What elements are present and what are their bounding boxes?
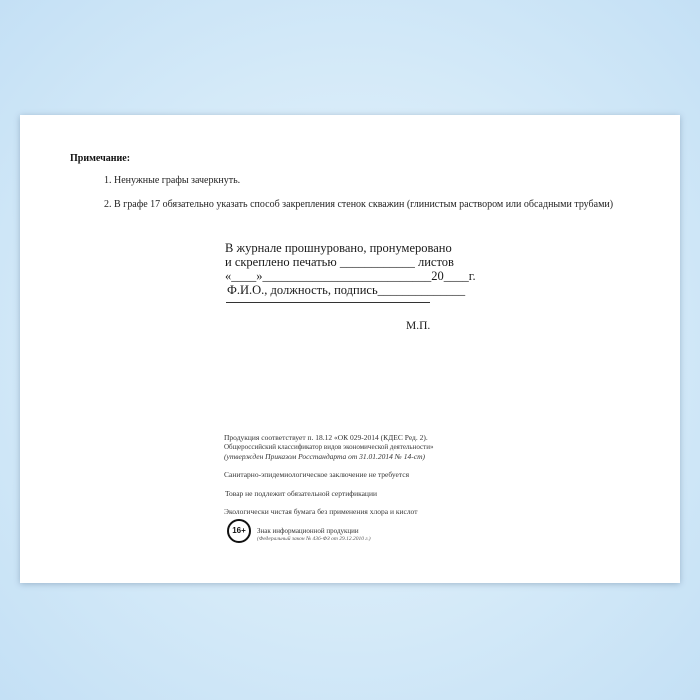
compliance-line-2: Общероссийский классификатор видов экономической деятельности» xyxy=(224,443,434,451)
age-rating-16-icon: 16+ xyxy=(227,519,251,543)
note-item-2: 2. В графе 17 обязательно указать способ закрепления стенок скважин (глинистым раствором или обсадными трубами) xyxy=(104,199,614,210)
journal-line-3: «____»___________________________20____г. xyxy=(225,269,476,283)
eco-paper-note: Экологически чистая бумага без применения хлора и кислот xyxy=(224,507,418,516)
info-sign-label: Знак информационной продукции xyxy=(257,527,359,535)
certification-note: Товар не подлежит обязательной сертификации xyxy=(225,489,377,498)
note-item-1: 1. Ненужные графы зачеркнуть. xyxy=(104,175,241,186)
journal-line-1: В журнале прошнуровано, пронумеровано xyxy=(225,241,452,255)
journal-line-2: и скреплено печатью ____________ листов xyxy=(225,255,454,269)
journal-line-4: Ф.И.О., должность, подпись______________ xyxy=(227,283,466,297)
compliance-line-3: (утвержден Приказом Росстандарта от 31.01.2014 № 14-ст) xyxy=(224,452,425,461)
note-title: Примечание: xyxy=(70,153,131,164)
compliance-line-1: Продукция соответствует п. 18.12 «ОК 029-2014 (КДЕС Ред. 2). xyxy=(224,433,428,442)
sanitary-note: Санитарно-эпидемиологическое заключение не требуется xyxy=(224,470,410,479)
stamp-place-label: М.П. xyxy=(406,320,431,332)
federal-law-note: (Федеральный закон № 436-ФЗ от 29.12.2010 г.) xyxy=(257,536,371,542)
signature-line xyxy=(226,302,430,303)
document-page xyxy=(20,115,680,583)
